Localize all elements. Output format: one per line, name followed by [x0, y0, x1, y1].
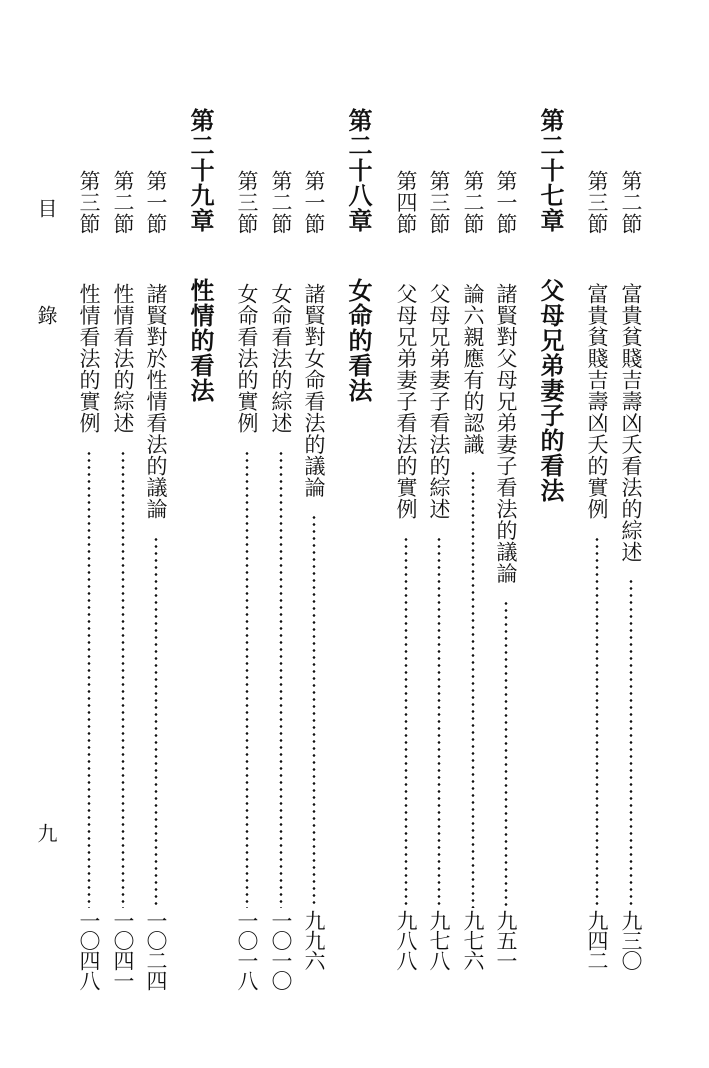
- section-label: 第二節: [619, 170, 643, 235]
- section-title: 性情看法的實例: [77, 283, 101, 434]
- section-label: 第一節: [144, 170, 168, 235]
- section-label: 第二節: [269, 170, 293, 235]
- section-label: 第四節: [394, 170, 418, 235]
- chapter-label: 第二十八章: [344, 108, 373, 233]
- leader-dots: [404, 536, 408, 908]
- leader-dots: [595, 536, 599, 908]
- section-title: 論六親應有的認識: [461, 283, 485, 455]
- section-label: 第一節: [494, 170, 518, 235]
- leader-dots: [154, 536, 158, 908]
- section-page: 一〇一〇: [269, 910, 293, 990]
- page-number: 九: [34, 823, 58, 843]
- section-page: 九七六: [461, 910, 485, 970]
- chapter-title: 父母兄弟妻子的看法: [536, 278, 565, 503]
- leader-dots: [312, 514, 316, 908]
- section-page: 九九六: [302, 910, 326, 970]
- section-label: 第一節: [302, 170, 326, 235]
- section-page: 九八八: [394, 910, 418, 970]
- leader-dots: [87, 450, 91, 908]
- section-label: 第三節: [77, 170, 101, 235]
- leader-dots: [437, 536, 441, 908]
- section-title: 女命看法的綜述: [269, 283, 293, 434]
- section-title: 父母兄弟妻子看法的實例: [394, 283, 418, 520]
- section-page: 一〇二四: [144, 910, 168, 990]
- leader-dots: [471, 470, 475, 908]
- leader-dots: [245, 450, 249, 908]
- section-title: 父母兄弟妻子看法的綜述: [427, 283, 451, 520]
- section-page: 九七八: [427, 910, 451, 970]
- section-title: 性情看法的綜述: [111, 283, 135, 434]
- running-header-lu: 錄: [34, 305, 58, 325]
- section-label: 第二節: [461, 170, 485, 235]
- leader-dots: [279, 450, 283, 908]
- section-page: 九四二: [585, 910, 609, 970]
- chapter-label: 第二十九章: [186, 108, 215, 233]
- leader-dots: [121, 450, 125, 908]
- chapter-title: 性情的看法: [186, 278, 215, 403]
- section-title: 諸賢對父母兄弟妻子看法的議論: [494, 283, 518, 584]
- section-title: 諸賢對女命看法的議論: [302, 283, 326, 498]
- section-page: 一〇四八: [77, 910, 101, 990]
- leader-dots: [504, 600, 508, 908]
- running-header-mu: 目: [34, 198, 58, 218]
- chapter-title: 女命的看法: [344, 278, 373, 403]
- chapter-label: 第二十七章: [536, 108, 565, 233]
- section-page: 九三〇: [619, 910, 643, 970]
- section-page: 九五一: [494, 910, 518, 970]
- leader-dots: [629, 578, 633, 908]
- section-title: 諸賢對於性情看法的議論: [144, 283, 168, 520]
- section-title: 富貴貧賤吉壽凶夭的實例: [585, 283, 609, 520]
- section-label: 第三節: [427, 170, 451, 235]
- section-page: 一〇一八: [235, 910, 259, 990]
- section-title: 女命看法的實例: [235, 283, 259, 434]
- section-label: 第三節: [585, 170, 609, 235]
- section-label: 第二節: [111, 170, 135, 235]
- section-page: 一〇四一: [111, 910, 135, 990]
- section-title: 富貴貧賤吉壽凶夭看法的綜述: [619, 283, 643, 563]
- section-label: 第三節: [235, 170, 259, 235]
